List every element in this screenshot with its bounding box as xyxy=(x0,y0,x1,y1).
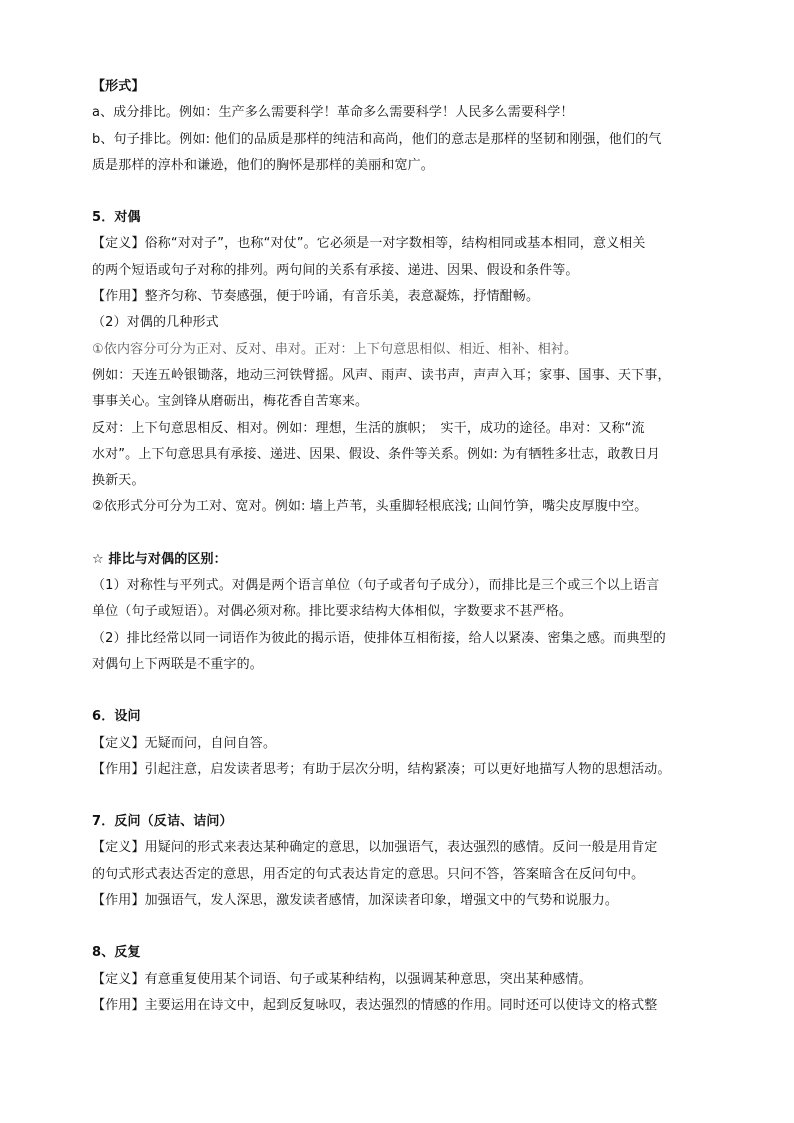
spacer xyxy=(92,179,712,205)
section-6-function: 【作用】引起注意，启发读者思考；有助于层次分明，结构紧凑；可以更好地描写人物的思想活动。 xyxy=(92,761,671,777)
section-5-definition-1: 【定义】俗称“对对子”，也称“对仗”。它必须是一对字数相等，结构相同或基本相同，意义相关 xyxy=(92,236,646,252)
difference-2-line-1: （2）排比经常以同一词语作为彼此的揭示语，使排体互相衔接，给人以紧凑、密集之感。而典型的 xyxy=(92,630,666,646)
section-8-function: 【作用】主要运用在诗文中，起到反复咏叹，表达强烈的情感的作用。同时还可以使诗文的格式整 xyxy=(92,997,658,1013)
section-5-title: 5．对偶 xyxy=(92,210,141,226)
section-7-title: 7．反问（反诘、诘问） xyxy=(92,814,233,830)
section-5-fandui-2: 水对”。上下句意思具有承接、递进、因果、假设、条件等关系。例如: 为有牺牲多壮志，敢教日月 xyxy=(92,446,660,462)
section-8-definition: 【定义】有意重复使用某个词语、句子或某种结构，以强调某种意思，突出某种感情。 xyxy=(92,971,592,987)
section-5-definition-2: 的两个短语或句子对称的排列。两句间的关系有承接、递进、因果、假设和条件等。 xyxy=(92,262,579,278)
spacer xyxy=(92,914,712,940)
section-7-definition-1: 【定义】用疑问的形式来表达某种确定的意思，以加强语气，表达强烈的感情。反问一般是用肯定 xyxy=(92,840,658,856)
form-a-line: a、成分排比。例如：生产多么需要科学！革命多么需要科学！人民多么需要科学！ xyxy=(92,105,574,121)
section-5-example-2: 事事关心。宝剑锋从磨砺出，梅花香自苦寒来。 xyxy=(92,394,369,410)
form-heading: 【形式】 xyxy=(92,79,145,94)
section-8-title: 8、反复 xyxy=(92,945,141,961)
section-5-fandui-1: 反对：上下句意思相反、相对。例如：理想，生活的旗帜； 实干，成功的途径。串对：又称“流 xyxy=(92,420,645,436)
section-5-forms-heading: （2）对偶的几种形式 xyxy=(92,315,219,331)
spacer xyxy=(92,678,712,704)
section-7-function: 【作用】加强语气，发人深思，激发读者感情，加深读者印象，增强文中的气势和说服力。 xyxy=(92,893,619,909)
section-5-function: 【作用】整齐匀称、节奏感强，便于吟诵，有音乐美，表意凝炼，抒情酣畅。 xyxy=(92,289,540,305)
form-b-line-1: b、句子排比。例如: 他们的品质是那样的纯洁和高尚，他们的意志是那样的坚韧和刚强，他们的气 xyxy=(92,131,662,147)
form-b-line-2: 质是那样的淳朴和谦逊，他们的胸怀是那样的美丽和宽广。 xyxy=(92,157,434,173)
spacer xyxy=(92,783,712,809)
section-7-definition-2: 的句式形式表达否定的意思，用否定的句式表达肯定的意思。只问不答，答案暗含在反问句中。 xyxy=(92,866,645,882)
section-5-example-1: 例如：天连五岭银锄落，地动三河铁臂摇。风声、雨声、读书声，声声入耳；家事、国事、天下事， xyxy=(92,367,671,383)
section-5-form-1: ①依内容分可分为正对、反对、串对。正对：上下句意思相似、相近、相补、相衬。 xyxy=(92,341,578,357)
document-page xyxy=(92,74,712,1019)
section-5-fandui-3: 换新天。 xyxy=(92,473,145,489)
spacer xyxy=(92,521,712,547)
difference-2-line-2: 对偶句上下两联是不重字的。 xyxy=(92,656,263,672)
section-6-title: 6．设问 xyxy=(92,709,141,725)
section-5-form-2: ②依形式分可分为工对、宽对。例如: 墙上芦苇，头重脚轻根底浅; 山间竹笋，嘴尖皮厚腹中空。 xyxy=(92,499,648,515)
difference-title: ☆ 排比与对偶的区别： xyxy=(92,551,227,567)
section-6-definition: 【定义】无疑而问，自问自答。 xyxy=(92,735,277,751)
difference-1-line-1: （1）对称性与平列式。对偶是两个语言单位（句子或者句子成分），而排比是三个或三个以上语言 xyxy=(92,578,660,594)
difference-1-line-2: 单位（句子或短语）。对偶必须对称。排比要求结构大体相似，字数要求不甚严格。 xyxy=(92,604,573,620)
